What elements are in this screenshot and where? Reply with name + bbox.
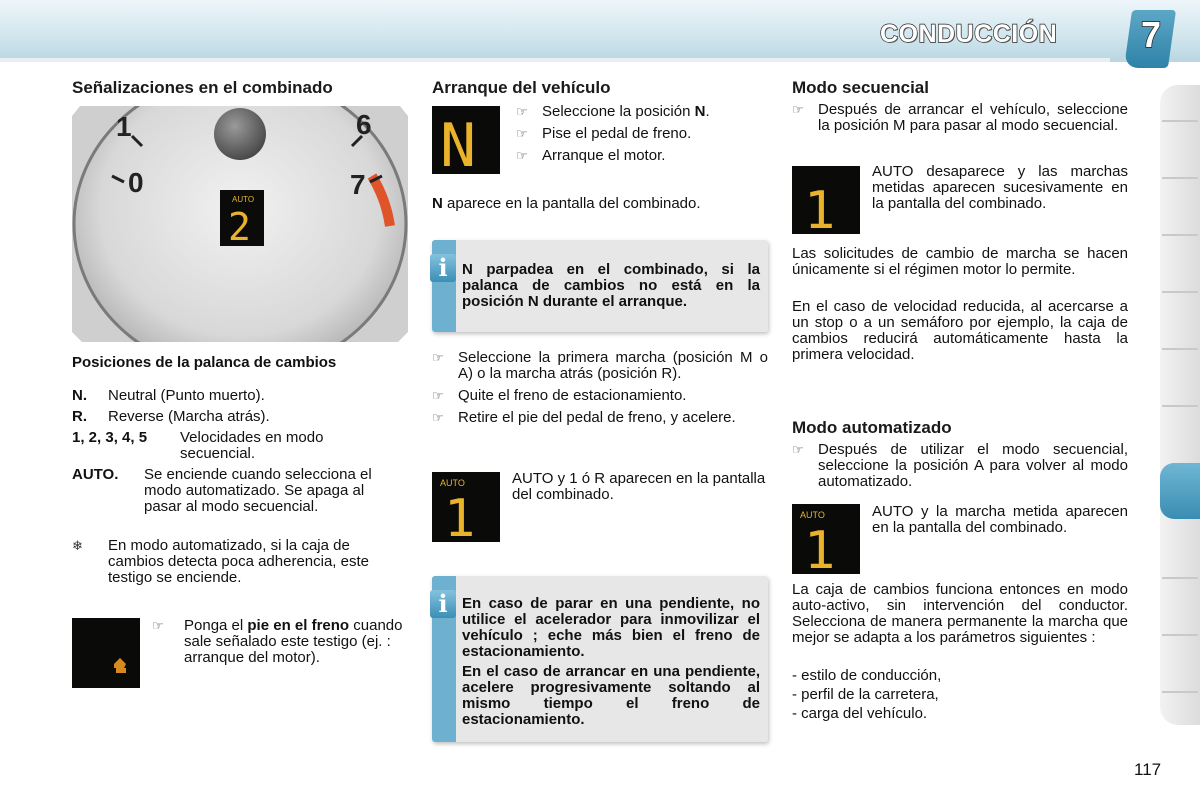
section-heading-signals: Señalizaciones en el combinado [72,78,333,97]
pointing-hand-icon: ☞ [516,126,528,141]
automatic-display-label: AUTO [800,510,825,520]
gauge-auto-label: AUTO [232,195,255,204]
parameters-list [792,668,1128,722]
sequential-bullet: ☞ Después de arrancar el vehículo, seleccione la posición M para pasar al modo secuencial. [792,101,1128,134]
sequential-paragraph: En el caso de velocidad reducida, al acercarse a un stop o a un semáforo por ejemplo, la caja de cambios reducirá automáticamente hasta la primera velocidad. [792,298,1128,363]
info-box-neutral [432,240,768,332]
side-tab-divider [1162,634,1198,636]
pointing-hand-icon: ☞ [516,148,528,163]
gauge-number: 1 [116,111,132,142]
gauge-number: 0 [128,167,144,198]
positions-list [72,388,408,515]
sequential-display-gear: 1 [804,181,836,234]
gauge-number: 6 [356,109,372,140]
gear-steps [432,350,768,426]
start-step: ☞ Arranque el motor. [516,147,666,164]
start-step: ☞ Seleccione la posición N. [516,103,710,120]
info-box-slope [432,576,768,742]
side-tab-divider [1162,291,1198,293]
side-tab-divider [1162,177,1198,179]
pointing-hand-icon: ☞ [432,388,444,403]
side-tab-active[interactable] [1160,463,1200,519]
pointing-hand-icon: ☞ [792,102,804,117]
sequential-display [792,166,860,234]
pointing-hand-icon: ☞ [792,442,804,457]
header-divider [0,58,1110,62]
position-item: N. Neutral (Punto muerto). [72,387,265,404]
position-item: 1, 2, 3, 4, 5 Velocidades en modo secuencial. [72,429,324,462]
positions-title: Posiciones de la palanca de cambios [72,354,337,371]
info-icon: i [430,590,456,618]
side-tab-divider [1162,405,1198,407]
position-item: AUTO. Se enciende cuando selecciona el modo automatizado. Se apaga al pasar al modo secuencial. [72,466,372,515]
list-item: - estilo de conducción, [792,667,942,684]
gauge-number: 7 [350,169,366,200]
gear-step: ☞ Seleccione la primera marcha (posición M o A) o la marcha atrás (posición R). [432,349,768,382]
chapter-number: 7 [1140,14,1162,55]
instrument-cluster-image [72,106,408,342]
start-steps [516,104,768,164]
automatic-paragraph: La caja de cambios funciona entonces en modo auto-activo, sin intervención del conductor. Selecciona de manera permanente la marcha que mejor se adapta a los parámetros siguientes : [792,581,1128,646]
page-number: 117 [1134,760,1162,779]
position-item: R. Reverse (Marcha atrás). [72,408,270,425]
auto-display-label: AUTO [440,478,465,488]
chapter-title: CONDUCCIÓN [880,20,1058,48]
info-box-text: En el caso de arrancar en una pendiente, acelere progresivamente soltando al mismo tiempo el freno de estacionamiento. [462,663,760,728]
foot-brake-note: ☞ Ponga el pie en el freno cuando sale señalado este testigo (ej. : arranque del motor). [152,617,403,666]
list-item: - carga del vehículo. [792,705,928,722]
automatic-display [792,504,860,574]
sequential-paragraph: Las solicitudes de cambio de marcha se hacen únicamente si el régimen motor lo permite. [792,245,1128,278]
pointing-hand-icon: ☞ [432,350,444,365]
side-tab-divider [1162,234,1198,236]
foot-brake-icon [72,618,140,688]
auto-first-note: AUTO y 1 ó R aparecen en la pantalla del combinado. [512,470,766,503]
auto-display-gear: 1 [444,489,476,542]
gauge-gear: 2 [228,205,251,249]
pointing-hand-icon: ☞ [152,618,164,633]
neutral-display [432,106,500,174]
snowflake-icon: ❄ [72,538,83,553]
automatic-bullet: ☞ Después de utilizar el modo secuencial, seleccione la posición A para volver al modo automatizado. [792,441,1128,490]
automatic-display-gear: 1 [804,521,836,574]
neutral-display-note: N aparece en la pantalla del combinado. [432,195,701,212]
section-heading-sequential: Modo secuencial [792,78,929,97]
side-tab-divider [1162,348,1198,350]
list-item: - perfil de la carretera, [792,686,939,703]
section-heading-start: Arranque del vehículo [432,78,611,97]
info-box-text: N parpadea en el combinado, si la palanca de cambios no está en la posición N durante el arranque. [462,261,760,310]
pointing-hand-icon: ☞ [432,410,444,425]
section-heading-automatic: Modo automatizado [792,418,952,437]
foot-brake-warning-light [72,618,140,688]
info-box-text: En caso de parar en una pendiente, no utilice el acelerador para inmovilizar el vehículo ; eche más bien el freno de estacionamiento. [462,595,760,660]
side-tab-divider [1162,691,1198,693]
snow-note: ❄ En modo automatizado, si la caja de cambios detecta poca adherencia, este testigo se enciende. [72,537,369,586]
side-tab-divider [1162,577,1198,579]
neutral-display-letter: N [440,111,477,174]
side-tab-divider [1162,120,1198,122]
sequential-display-note: AUTO desaparece y las marchas metidas aparecen sucesivamente en la pantalla del combinado. [872,163,1128,212]
info-icon: i [430,254,456,282]
auto-first-display [432,472,500,542]
gear-step: ☞ Retire el pie del pedal de freno, y acelere. [432,409,736,426]
gear-step: ☞ Quite el freno de estacionamiento. [432,387,687,404]
pointing-hand-icon: ☞ [516,104,528,119]
start-step: ☞ Pise el pedal de freno. [516,125,692,142]
automatic-display-note: AUTO y la marcha metida aparecen en la pantalla del combinado. [872,503,1128,536]
